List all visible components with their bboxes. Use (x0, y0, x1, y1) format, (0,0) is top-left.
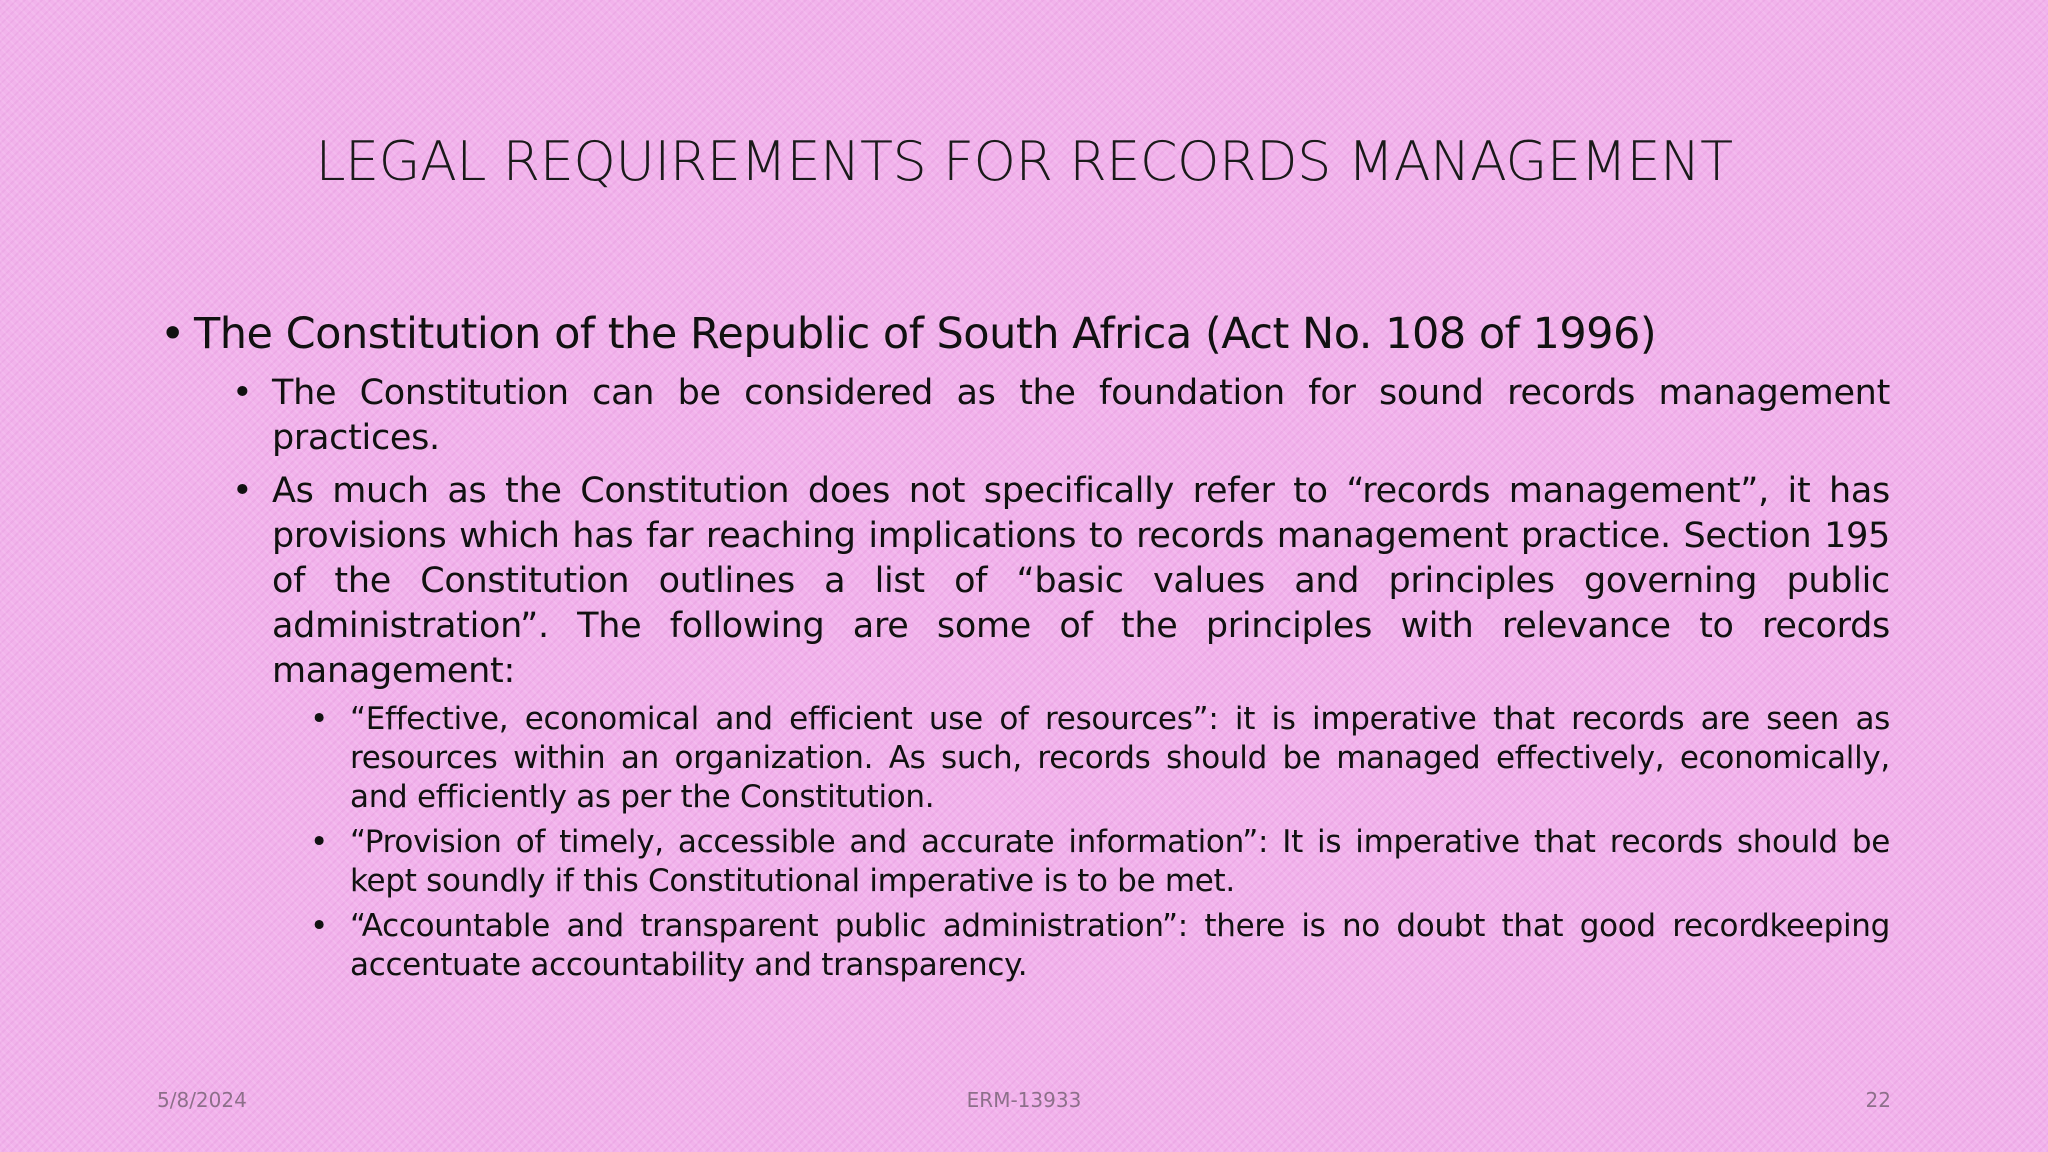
slide-body (160, 305, 1890, 985)
bullet-icon: • (310, 908, 328, 944)
bullet-text: “Provision of timely, accessible and accurate information”: It is imperative that records should be kept soundly if this Constitutional imperative is to be met. (350, 824, 1890, 899)
bullet-level2 (232, 469, 1890, 694)
bullet-level3 (310, 907, 1890, 985)
bullet-text: The Constitution can be considered as the foundation for sound records management practices. (272, 373, 1890, 458)
footer-center-text: ERM-13933 (966, 1088, 1082, 1112)
footer-date: 5/8/2024 (157, 1088, 247, 1112)
bullet-text: The Constitution of the Republic of South Africa (Act No. 108 of 1996) (194, 309, 1657, 359)
bullet-text: As much as the Constitution does not specifically refer to “records management”, it has provisions which has far reaching implications to records management practice. Section 195 of the Constitution outlines a list of “basic values and principles governing public administration”. The following are some of the principles with relevance to records management: (272, 471, 1890, 691)
bullet-icon: • (310, 824, 328, 860)
slide-title: LEGAL REQUIREMENTS FOR RECORDS MANAGEMENT (315, 130, 1733, 193)
bullet-icon: • (160, 309, 185, 359)
bullet-icon: • (232, 471, 253, 511)
bullet-icon: • (232, 373, 253, 413)
footer-page-number: 22 (1865, 1088, 1891, 1112)
bullet-level1 (160, 305, 1890, 363)
bullet-text: “Accountable and transparent public administration”: there is no doubt that good recordkeeping accentuate accountability and transparency. (350, 908, 1890, 983)
bullet-level2 (232, 371, 1890, 461)
bullet-level3 (310, 700, 1890, 817)
bullet-text: “Effective, economical and efficient use of resources”: it is imperative that records are seen as resources within an organization. As such, records should be managed effectively, economically, and efficiently as per the Constitution. (350, 701, 1890, 815)
bullet-level3 (310, 823, 1890, 901)
bullet-icon: • (310, 701, 328, 737)
